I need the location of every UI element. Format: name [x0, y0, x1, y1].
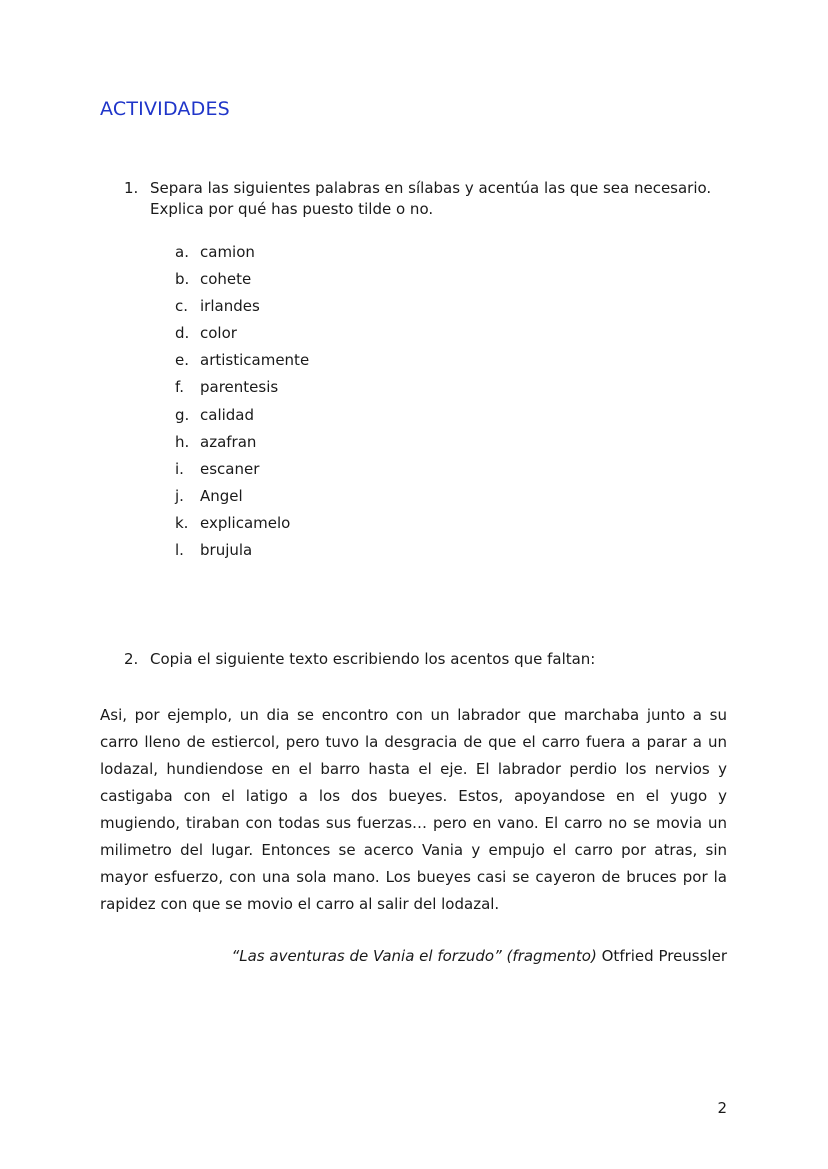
list-item-word: Angel — [200, 486, 243, 505]
question-2-number: 2. — [124, 650, 139, 668]
question-1 — [124, 178, 734, 219]
list-item-word: color — [200, 324, 237, 343]
page-number: 2 — [717, 1099, 727, 1117]
list-item-word: azafran — [200, 432, 257, 451]
list-item — [175, 432, 309, 459]
list-item-letter: h. — [175, 432, 190, 451]
list-item — [175, 486, 309, 513]
list-item-letter: f. — [175, 378, 184, 397]
question-2 — [124, 649, 734, 669]
list-item — [175, 323, 309, 350]
list-item-letter: k. — [175, 513, 189, 532]
list-item — [175, 513, 309, 540]
list-item-word: brujula — [200, 541, 253, 560]
citation — [231, 946, 727, 966]
list-item — [175, 242, 309, 269]
list-item-letter: d. — [175, 324, 190, 343]
list-item-letter: i. — [175, 459, 184, 478]
list-item-letter: g. — [175, 405, 190, 424]
list-item-letter: c. — [175, 297, 189, 316]
list-item — [175, 269, 309, 296]
list-item-word: explicamelo — [200, 513, 291, 532]
list-item-word: artisticamente — [200, 351, 310, 370]
passage-text: Asi, por ejemplo, un dia se encontro con un labrador que marchaba junto a su carro lleno de estiercol, pero tuvo la desgracia de que el carro fuera a parar a un lodazal, hundiendose en el barro hasta el eje. El labrador perdio los nervios y castigaba con el latigo a los dos bueyes. Estos, apoyandose en el yugo y mugiendo, tiraban con todas sus fuerzas… pero en vano. El carro no se movia un milimetro del lugar. Entonces se acerco Vania y empujo el carro por atras, sin mayor esfuerzo, con una sola mano. Los bueyes casi se cayeron de bruces por la rapidez con que se movio el carro al salir del lodazal. — [100, 706, 727, 913]
question-2-text: Copia el siguiente texto escribiendo los acentos que faltan: — [150, 650, 596, 668]
word-list — [175, 242, 309, 567]
list-item-word: cohete — [200, 270, 252, 289]
question-1-text: Separa las siguientes palabras en sílabas y acentúa las que sea necesario. Explica por qué has puesto tilde o no. — [150, 179, 712, 218]
list-item-letter: j. — [175, 486, 184, 505]
list-item-word: calidad — [200, 405, 255, 424]
section-heading: ACTIVIDADES — [100, 98, 230, 120]
list-item — [175, 405, 309, 432]
list-item — [175, 296, 309, 323]
list-item-letter: l. — [175, 541, 184, 560]
list-item-word: irlandes — [200, 297, 260, 316]
list-item — [175, 350, 309, 377]
list-item-letter: e. — [175, 351, 189, 370]
list-item-letter: a. — [175, 243, 189, 261]
list-item-word: escaner — [200, 459, 260, 478]
citation-author: Otfried Preussler — [601, 947, 727, 965]
citation-title: “Las aventuras de Vania el forzudo” (fragmento) — [231, 947, 597, 965]
list-item — [175, 540, 309, 567]
list-item — [175, 459, 309, 486]
question-1-number: 1. — [124, 179, 139, 197]
list-item-word: camion — [200, 243, 255, 261]
list-item — [175, 377, 309, 404]
list-item-letter: b. — [175, 270, 190, 289]
list-item-word: parentesis — [200, 378, 279, 397]
